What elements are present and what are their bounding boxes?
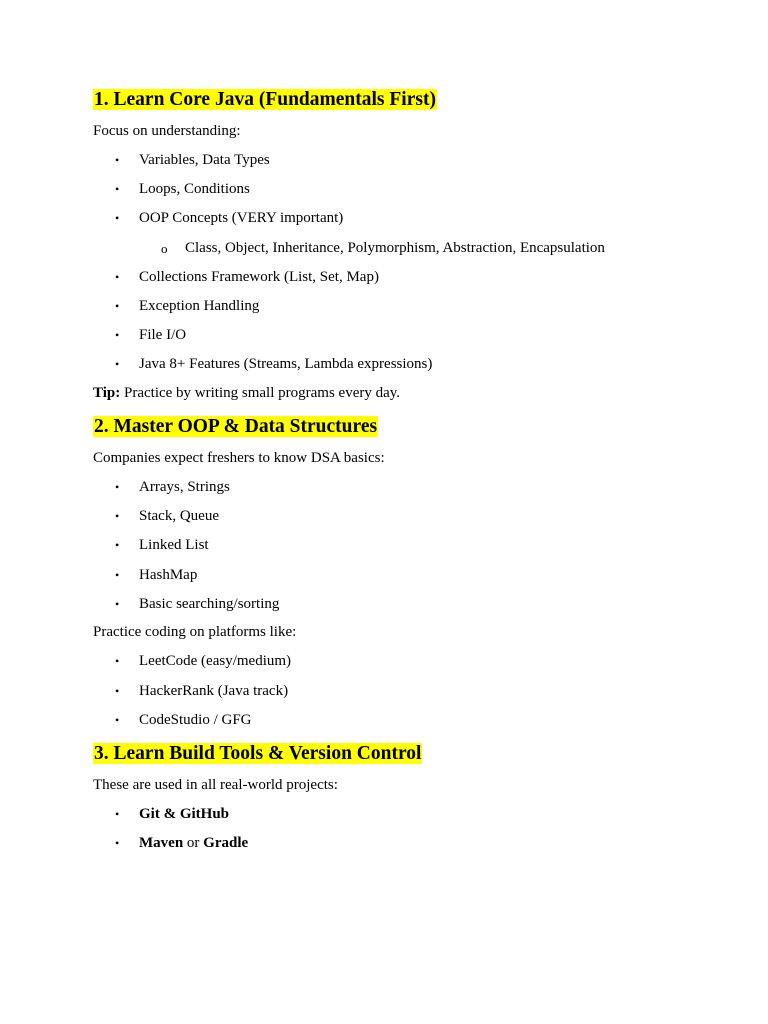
- bullet-icon: •: [115, 654, 120, 669]
- build-tool-or: or: [183, 835, 204, 852]
- list-item-text: HackerRank (Java track): [139, 682, 289, 699]
- list-item-text: Java 8+ Features (Streams, Lambda expressions): [139, 356, 433, 373]
- list-item: [93, 834, 733, 853]
- section-intro: These are used in all real-world projects:: [93, 777, 338, 793]
- tip-label: Tip:: [93, 385, 121, 401]
- list-item: [93, 805, 733, 824]
- list-item-text: LeetCode (easy/medium): [139, 653, 292, 670]
- list-item-text: Collections Framework (List, Set, Map): [139, 268, 379, 285]
- section-intro: Focus on understanding:: [93, 123, 241, 139]
- list-item: [93, 151, 733, 170]
- practice-intro: Practice coding on platforms like:: [93, 624, 297, 641]
- tip-paragraph: [93, 384, 733, 403]
- list-item: [93, 536, 733, 555]
- list-item: [93, 355, 733, 374]
- list-item-text: Variables, Data Types: [139, 152, 270, 168]
- platform-list: [93, 652, 733, 729]
- bullet-icon: •: [115, 596, 120, 611]
- heading-highlight: 1. Learn Core Java (Fundamentals First): [94, 89, 436, 110]
- section-heading: [93, 86, 733, 113]
- bullet-list: [93, 151, 733, 374]
- bullet-icon: •: [115, 153, 120, 167]
- list-item-text: Loops, Conditions: [139, 181, 250, 198]
- list-item-text: File I/O: [139, 327, 187, 344]
- bullet-icon: •: [115, 298, 120, 313]
- list-item-text: Linked List: [139, 537, 209, 554]
- list-item: [93, 652, 733, 671]
- bullet-list: [93, 478, 733, 614]
- section-core-java: [93, 86, 733, 403]
- section-oop-dsa: [93, 413, 733, 740]
- heading-highlight: 3. Learn Build Tools & Version Control: [94, 743, 422, 764]
- bullet-list: [93, 805, 733, 853]
- list-item: [93, 297, 733, 316]
- list-item-text: Class, Object, Inheritance, Polymorphism, Abstraction, Encapsulation: [185, 239, 605, 256]
- list-item: [93, 478, 733, 497]
- list-item-text: Git & GitHub: [139, 806, 230, 822]
- tip-text: Practice by writing small programs every day.: [120, 385, 401, 401]
- list-item: [93, 711, 733, 730]
- list-item-text: Stack, Queue: [139, 508, 219, 525]
- section-intro: Companies expect freshers to know DSA basics:: [93, 450, 385, 466]
- list-item: [93, 268, 733, 287]
- list-item: [93, 326, 733, 345]
- list-item-text: Exception Handling: [139, 297, 260, 314]
- list-item-text: CodeStudio / GFG: [139, 711, 252, 728]
- bullet-icon: •: [115, 357, 120, 372]
- section-heading: [93, 740, 733, 767]
- bullet-icon: •: [115, 509, 120, 524]
- list-item-text: Basic searching/sorting: [139, 595, 280, 612]
- list-item: [93, 507, 733, 526]
- list-item-text: OOP Concepts (VERY important): [139, 210, 344, 227]
- build-tool-gradle: Gradle: [203, 835, 249, 852]
- bullet-icon: •: [115, 269, 120, 284]
- list-item: [93, 209, 733, 228]
- bullet-icon: •: [115, 807, 120, 821]
- section-build-tools: [93, 740, 733, 863]
- heading-highlight: 2. Master OOP & Data Structures: [94, 416, 378, 437]
- sub-bullet-icon: o: [161, 240, 168, 256]
- list-item: [93, 566, 733, 585]
- bullet-icon: •: [115, 182, 120, 197]
- bullet-icon: •: [115, 712, 120, 727]
- build-tool-maven: Maven: [139, 835, 184, 852]
- list-item-text: HashMap: [139, 566, 198, 583]
- sub-list-item: [93, 239, 733, 258]
- bullet-icon: •: [115, 480, 120, 494]
- bullet-icon: •: [115, 836, 120, 851]
- list-item: [93, 595, 733, 614]
- bullet-icon: •: [115, 683, 120, 698]
- bullet-icon: •: [115, 538, 120, 553]
- bullet-icon: •: [115, 211, 120, 226]
- list-item-text: Arrays, Strings: [139, 479, 230, 495]
- section-heading: [93, 413, 733, 440]
- list-item: [93, 180, 733, 199]
- bullet-icon: •: [115, 328, 120, 343]
- bullet-icon: •: [115, 567, 120, 582]
- list-item: [93, 682, 733, 701]
